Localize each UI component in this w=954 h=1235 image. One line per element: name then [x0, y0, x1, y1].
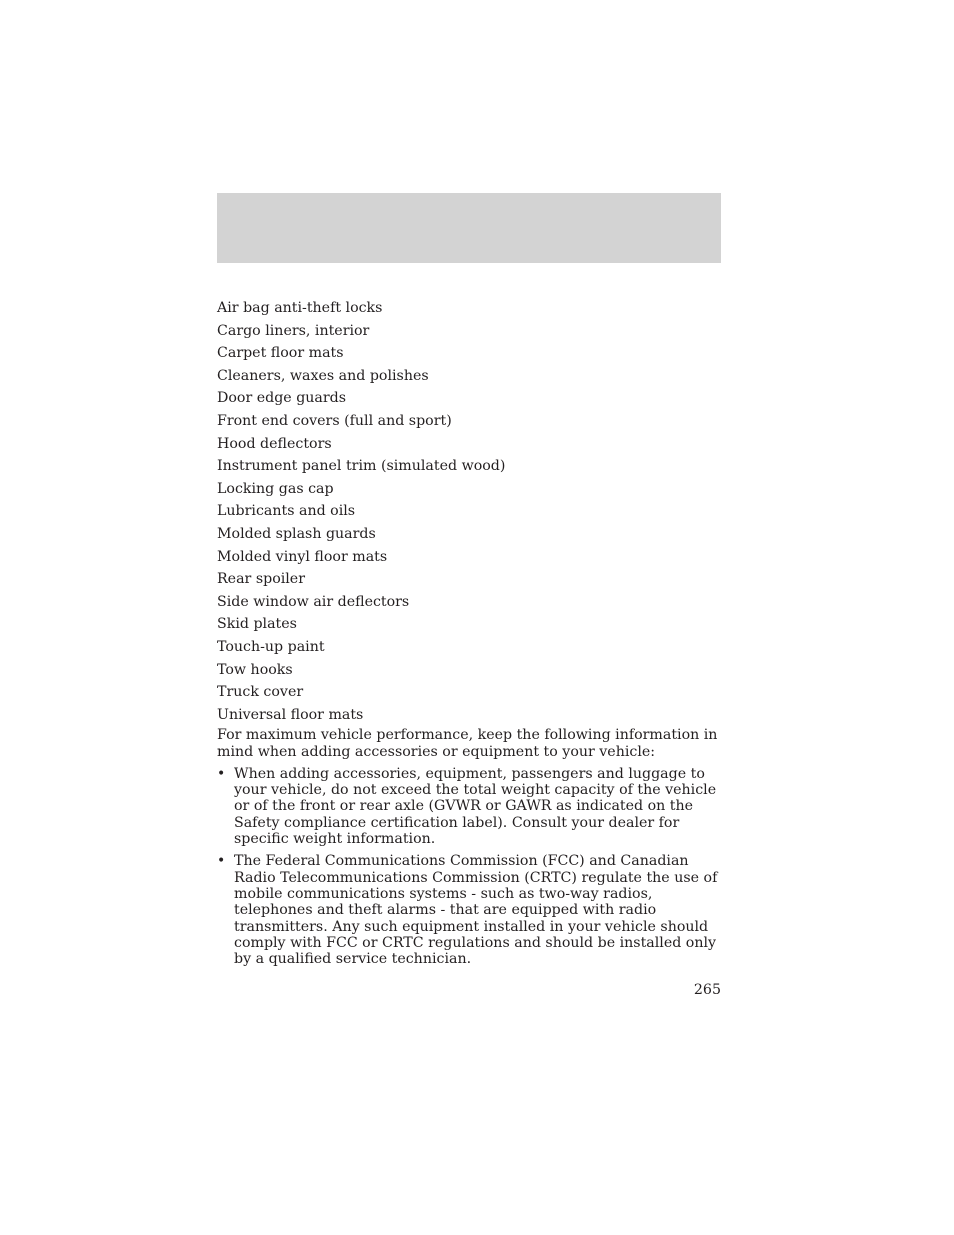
list-item: Hood deflectors [217, 435, 332, 452]
list-item: Air bag anti-theft locks [217, 300, 383, 316]
list-item: Door edge guards [217, 390, 347, 407]
list-item: Rear spoiler [217, 571, 305, 588]
list-item: Tow hooks [217, 661, 293, 678]
bullet-text: When adding accessories, equipment, passengers and luggage to your vehicle, do not exceed the total weight capacity of the vehicle or of the front or rear axle (GVWR or GAWR as indicated on the Safety compliance certification label). Consult your dealer for specific weight information. [234, 765, 717, 848]
bullet-icon: • [217, 765, 226, 782]
list-item: Carpet floor mats [217, 345, 344, 362]
list-item: Lubricants and oils [217, 503, 356, 520]
list-item: Molded vinyl floor mats [217, 548, 388, 565]
list-item: Side window air deflectors [217, 593, 410, 610]
list-item: Universal floor mats [217, 706, 364, 723]
intro-paragraph: For maximum vehicle performance, keep the following information in mind when adding accessories or equipment to your vehicle: [217, 727, 718, 760]
list-item: Skid plates [217, 616, 297, 633]
page-content [217, 298, 721, 973]
list-item: Cargo liners, interior [217, 322, 370, 339]
bullet-item [217, 853, 721, 967]
bullet-item [217, 766, 721, 847]
header-band [217, 193, 721, 263]
list-item: Truck cover [217, 684, 304, 701]
bullet-list [217, 766, 721, 968]
accessory-list [217, 298, 721, 727]
list-item: Touch-up paint [217, 638, 325, 655]
list-item: Instrument panel trim (simulated wood) [217, 458, 506, 475]
page-number: 265 [693, 982, 721, 998]
list-item: Locking gas cap [217, 480, 334, 497]
list-item: Molded splash guards [217, 525, 376, 542]
list-item: Cleaners, waxes and polishes [217, 367, 429, 384]
list-item: Front end covers (full and sport) [217, 412, 452, 429]
bullet-text: The Federal Communications Commission (FCC) and Canadian Radio Telecommunications Commission (CRTC) regulate the use of mobile communications systems - such as two-way radios, telephones and theft alarms - that are equipped with radio transmitters. Any such equipment installed in your vehicle should comply with FCC or CRTC regulations and should be installed only by a qualified service technician. [234, 853, 718, 968]
bullet-icon: • [217, 853, 226, 870]
